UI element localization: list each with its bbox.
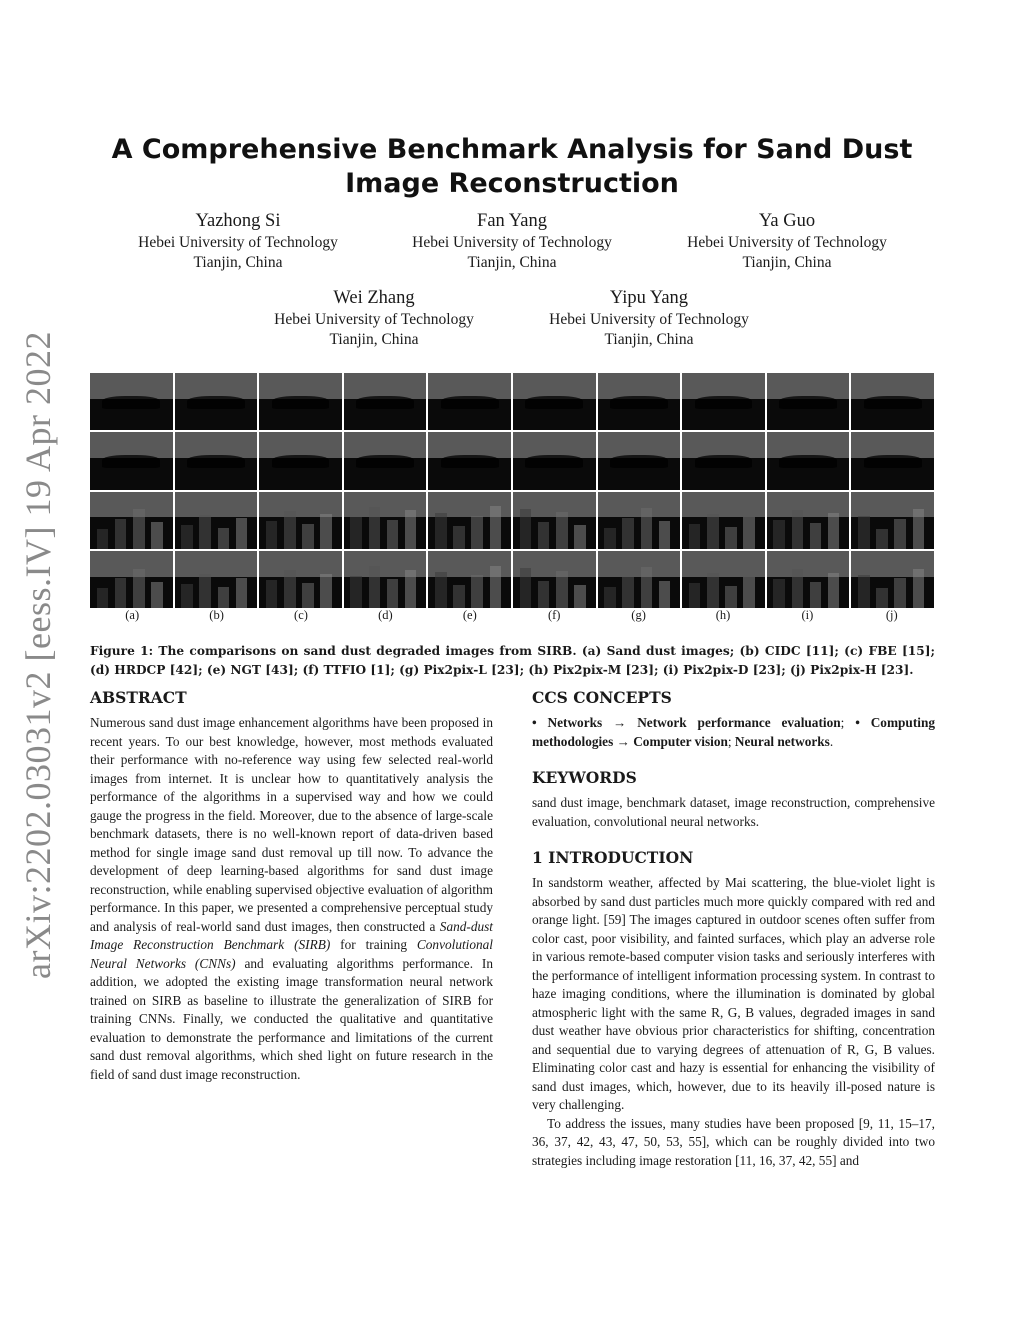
figure-image-tile <box>513 551 596 608</box>
figure-image-tile <box>851 492 934 549</box>
figure-image-grid <box>90 373 934 608</box>
column-label: (j) <box>885 608 898 622</box>
author-name: Yazhong Si <box>195 211 281 231</box>
figure-image-tile <box>175 551 258 608</box>
arxiv-identifier: arXiv:2202.03031v2 [eess.IV] 19 Apr 2022 <box>18 331 58 979</box>
figure-image-tile <box>598 551 681 608</box>
introduction-section <box>532 848 935 1170</box>
author-block <box>108 209 368 273</box>
figure-image-tile <box>90 373 173 430</box>
author-affiliation: Hebei University of Technology <box>687 234 887 251</box>
figure-image-tile <box>259 492 342 549</box>
figure-image-tile <box>767 432 850 489</box>
figure-image-tile <box>90 551 173 608</box>
figure-image-tile <box>598 373 681 430</box>
author-name: Fan Yang <box>477 211 547 231</box>
column-label: (g) <box>631 608 646 622</box>
figure-image-tile <box>428 551 511 608</box>
author-block <box>382 209 642 273</box>
figure-image-tile <box>344 551 427 608</box>
author-name: Yipu Yang <box>609 288 689 308</box>
figure-image-tile <box>513 432 596 489</box>
column-label: (e) <box>462 608 477 622</box>
figure-image-tile <box>259 373 342 430</box>
column-label: (c) <box>294 608 308 622</box>
figure-image-tile <box>767 373 850 430</box>
figure-image-tile <box>682 551 765 608</box>
column-label: (h) <box>715 608 731 622</box>
figure-image-tile <box>90 432 173 489</box>
figure-image-tile <box>428 432 511 489</box>
author-affiliation: Hebei University of Technology <box>274 311 474 328</box>
author-block <box>244 286 504 350</box>
author-affiliation: Hebei University of Technology <box>549 311 749 328</box>
column-label: (b) <box>209 608 224 622</box>
author-name: Ya Guo <box>758 211 816 231</box>
ccs-heading: CCS CONCEPTS <box>532 688 672 707</box>
figure-image-tile <box>259 432 342 489</box>
author-affiliation: Hebei University of Technology <box>138 234 338 251</box>
figure-image-tile <box>175 432 258 489</box>
figure-image-tile <box>851 432 934 489</box>
figure-image-tile <box>90 492 173 549</box>
author-location: Tianjin, China <box>467 254 557 271</box>
figure-image-tile <box>682 432 765 489</box>
author-location: Tianjin, China <box>329 331 419 348</box>
paper-title: A Comprehensive Benchmark Analysis for Sand Dust Image Reconstruction <box>111 134 913 199</box>
author-location: Tianjin, China <box>604 331 694 348</box>
author-name: Wei Zhang <box>333 288 415 308</box>
column-label: (f) <box>547 608 561 622</box>
column-label: (i) <box>801 608 814 622</box>
figure-column-labels <box>90 608 934 626</box>
keywords-heading: KEYWORDS <box>532 768 637 787</box>
figure-image-tile <box>175 492 258 549</box>
column-label: (d) <box>378 608 393 622</box>
figure-image-tile <box>175 373 258 430</box>
author-location: Tianjin, China <box>742 254 832 271</box>
figure-image-tile <box>851 373 934 430</box>
figure-caption: Figure 1: The comparisons on sand dust degraded images from SIRB. (a) Sand dust images; (b) CIDC [11]; (c) FBE [15]; (d) HRDCP [42]; (e) NGT [43]; (f) TTFIO [1]; (g) Pix2pix-L [23]; (h) Pix2pix-M [23]; (i) Pix2pix-D [23]; (j) Pix2pix-H [23]. <box>90 644 935 677</box>
figure-image-tile <box>767 492 850 549</box>
figure-image-tile <box>598 432 681 489</box>
keywords-text: sand dust image, benchmark dataset, image reconstruction, comprehensive evaluation, convolutional neural networks. <box>532 795 935 829</box>
figure-image-tile <box>344 432 427 489</box>
ccs-text: • Networks → Network performance evaluation; • Computing methodologies → Computer vision; Neural networks. <box>532 715 935 749</box>
figure-image-tile <box>682 492 765 549</box>
introduction-paragraph: In sandstorm weather, affected by Mai scattering, the blue-violet light is absorbed by sand dust particles much more quickly compared with red and orange light. [59] The images captured in outdoor scenes often suffer from color cast, poor visibility, and fainted surfaces, which play an adverse role in various remote-based computer vision tasks and seriously interferes with the performance of intelligent information processing system. In contrast to haze imaging conditions, where the illumination is dominated by global atmospheric light with the same R, G, B values, degraded images in sand dust weather have obvious prior characteristics for shifting, concentration and sequential due to varying degrees of attenuation of R, G, B values. Eliminating color cast and hazy is essential for enhancing the visibility of sand dust images, which, however, due to its heavily ill-posed nature is very challenging. <box>532 875 935 1112</box>
keywords-section <box>532 768 935 831</box>
figure-image-tile <box>598 492 681 549</box>
author-block <box>519 286 779 350</box>
figure-image-tile <box>767 551 850 608</box>
author-location: Tianjin, China <box>193 254 283 271</box>
figure-image-tile <box>428 373 511 430</box>
figure-image-tile <box>344 373 427 430</box>
right-column <box>532 688 935 1170</box>
figure-image-tile <box>513 373 596 430</box>
abstract-heading: ABSTRACT <box>90 688 187 707</box>
author-affiliation: Hebei University of Technology <box>412 234 612 251</box>
left-column <box>90 688 493 1084</box>
figure-image-tile <box>851 551 934 608</box>
figure-image-tile <box>344 492 427 549</box>
abstract-text: Numerous sand dust image enhancement algorithms have been proposed in recent years. To our best knowledge, however, most methods evaluated their performance with no-reference way using few selected real-world images from internet. It is unclear how to quantitatively analysis the performance of the algorithms in a supervised way and how we could gauge the progress in the field. Moreover, due to the absence of large-scale benchmark datasets, there is no well-known report of data-driven based method for single image sand dust removal up till now. To advance the development of deep learning-based algorithms for sand dust image reconstruction, while enabling supervised objective evaluation of algorithm performance. In this paper, we presented a comprehensive perceptual study and analysis of real-world sand dust images, then constructed a Sand-dust Image Reconstruction Benchmark (SIRB) for training Convolutional Neural Networks (CNNs) and evaluating algorithms performance. In addition, we adopted the existing image transformation neural network trained on SIRB as baseline to illustrate the generalization of SIRB for training CNNs. Finally, we conducted the qualitative and quantitative evaluation to demonstrate the performance and limitations of the current sand dust removal algorithms, which shed light on future research in the field of sand dust image reconstruction. <box>90 715 493 1082</box>
figure-image-tile <box>513 492 596 549</box>
introduction-paragraph: To address the issues, many studies have been proposed [9, 11, 15–17, 36, 37, 42, 43, 47, 50, 53, 55], which can be roughly divided into two strategies including image restoration [11, 16, 37, 42, 55] and <box>532 1115 935 1168</box>
introduction-heading: 1 INTRODUCTION <box>532 848 694 867</box>
figure-image-tile <box>259 551 342 608</box>
figure-image-tile <box>682 373 765 430</box>
ccs-concepts-section <box>532 688 935 751</box>
author-block <box>657 209 917 273</box>
column-label: (a) <box>125 608 140 622</box>
figure-image-tile <box>428 492 511 549</box>
